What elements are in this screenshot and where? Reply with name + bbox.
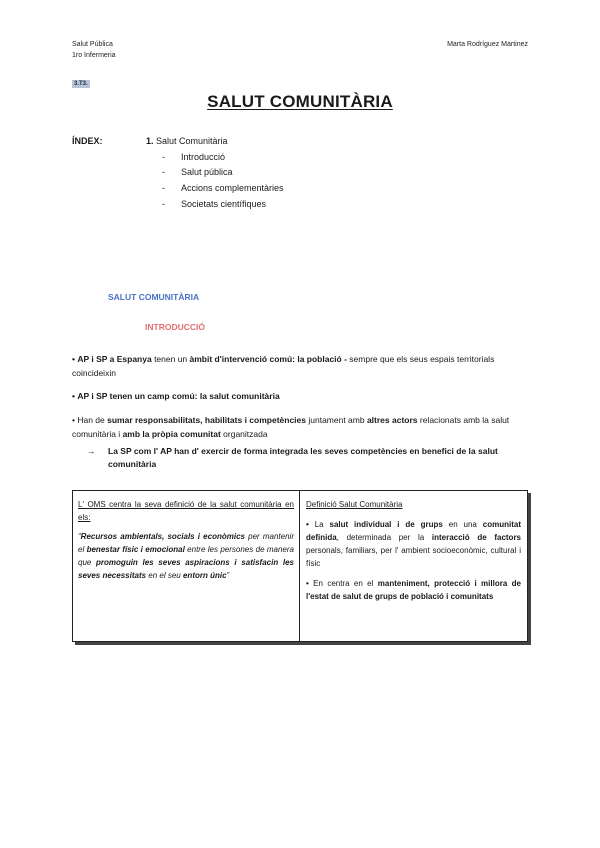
oms-definition-cell [78, 498, 294, 582]
page-title: SALUT COMUNITÀRIA [207, 92, 393, 111]
paragraph-ap-sp: • AP i SP a Espanya tenen un àmbit d'intervenció comú: la població - sempre que els seus espais territorials coincideixin [72, 354, 495, 378]
index-main-item: 1. Salut Comunitària [146, 136, 228, 146]
oms-quote: “Recursos ambientals, socials i econòmics per mantenir el benestar físic i emocional entre les persones de manera que promoguin les seves aspiracions i satisfacin les seves necessitats en el seu entorn únic” [78, 532, 295, 580]
community-health-definition-cell [306, 498, 521, 603]
index-item: - Accions complementàries [162, 183, 284, 193]
section-heading: SALUT COMUNITÀRIA [108, 292, 200, 302]
index-item: - Societats científiques [162, 199, 267, 209]
definition-point: • La salut individual i de grups en una comunitat definida, determinada per la interacció de factors personals, familiars, per l' ambient socioeconòmic, cultural i físic [306, 520, 522, 568]
header-course: 1ro Infermeria [72, 52, 116, 59]
index-label: ÍNDEX: [72, 136, 103, 146]
arrow-icon: → [87, 446, 96, 456]
paragraph-responsibilities: • Han de sumar responsabilitats, habilitats i competències juntament amb altres actors relacionats amb la salut comunitària i amb la pròpia comunitat organitzada [72, 415, 510, 439]
column-divider [299, 491, 300, 641]
subsection-heading: INTRODUCCIÓ [145, 322, 205, 332]
arrow-note-text: La SP com l' AP han d' exercir de forma integrada les seves competències en benefici de la salut comunitària [108, 446, 498, 469]
oms-heading: L' OMS centra la seva definició de la salut comunitària en els: [78, 500, 294, 522]
index-item: - Introducció [162, 152, 226, 162]
index-item: - Salut pública [162, 167, 233, 177]
definition-heading: Definició Salut Comunitària [306, 500, 403, 509]
definition-table [72, 490, 528, 642]
document-tag: 3.T3. [74, 81, 88, 87]
definition-point: • En centra en el manteniment, protecció i millora de l'estat de salut de grups de població i comunitats [306, 579, 521, 601]
header-author: Marta Rodríguez Martinez [447, 41, 528, 48]
header-subject: Salut Pública [72, 41, 113, 48]
paragraph-common-field: • AP i SP tenen un camp comú: la salut comunitària [72, 391, 280, 401]
